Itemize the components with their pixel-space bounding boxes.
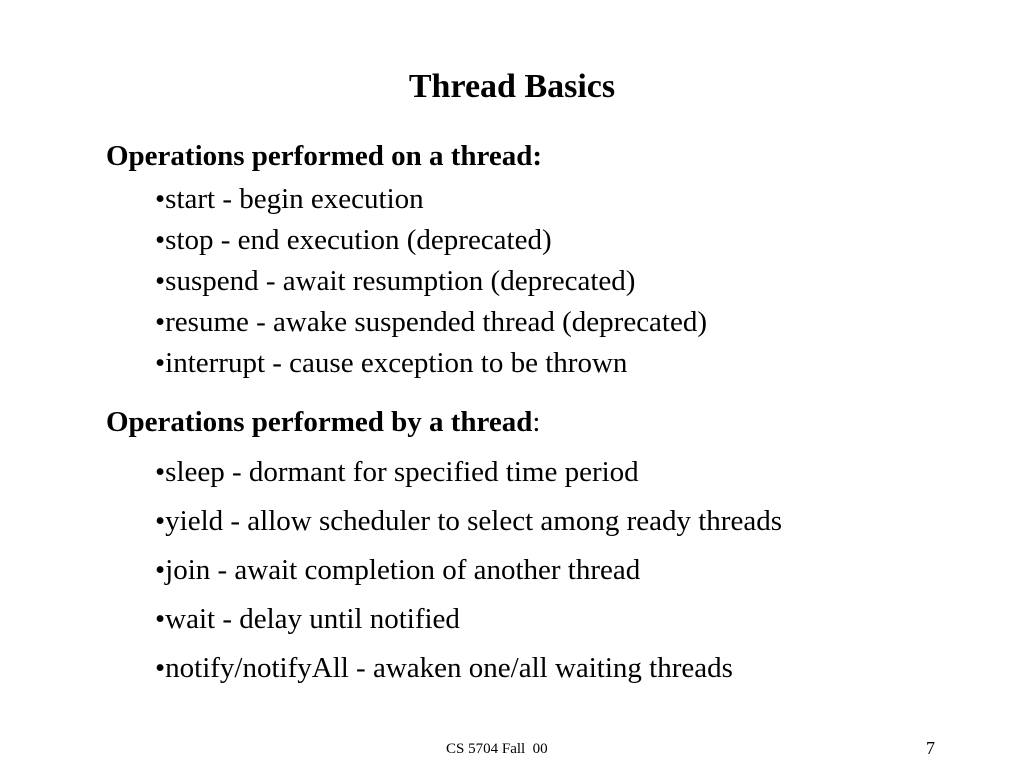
list-item-join: •join - await completion of another thread — [155, 554, 641, 586]
section-heading-operations-on-thread: Operations performed on a thread: — [106, 140, 543, 172]
section-heading-text: Operations performed by a thread — [106, 406, 533, 438]
list-item-start: •start - begin execution — [155, 183, 424, 215]
list-item-stop: •stop - end execution (deprecated) — [155, 224, 552, 256]
operations-on-thread-list — [155, 182, 707, 387]
list-item-interrupt: •interrupt - cause exception to be thrown — [155, 347, 628, 379]
list-item-resume: •resume - awake suspended thread (deprecated) — [155, 306, 708, 338]
list-item-yield: •yield - allow scheduler to select among ready threads — [155, 505, 782, 537]
list-item-suspend: •suspend - await resumption (deprecated) — [155, 265, 636, 297]
slide-title: Thread Basics — [408, 68, 616, 105]
section-heading-colon: : — [532, 406, 541, 438]
list-item-notify: •notify/notifyAll - awaken one/all waiting threads — [155, 652, 733, 684]
section-heading-operations-by-thread — [106, 405, 540, 439]
page-number: 7 — [926, 738, 935, 758]
list-item-sleep: •sleep - dormant for specified time period — [155, 456, 639, 488]
list-item-wait: •wait - delay until notified — [155, 603, 460, 635]
operations-by-thread-list — [155, 455, 782, 700]
slide-footer: CS 5704 Fall 00 — [446, 741, 548, 757]
